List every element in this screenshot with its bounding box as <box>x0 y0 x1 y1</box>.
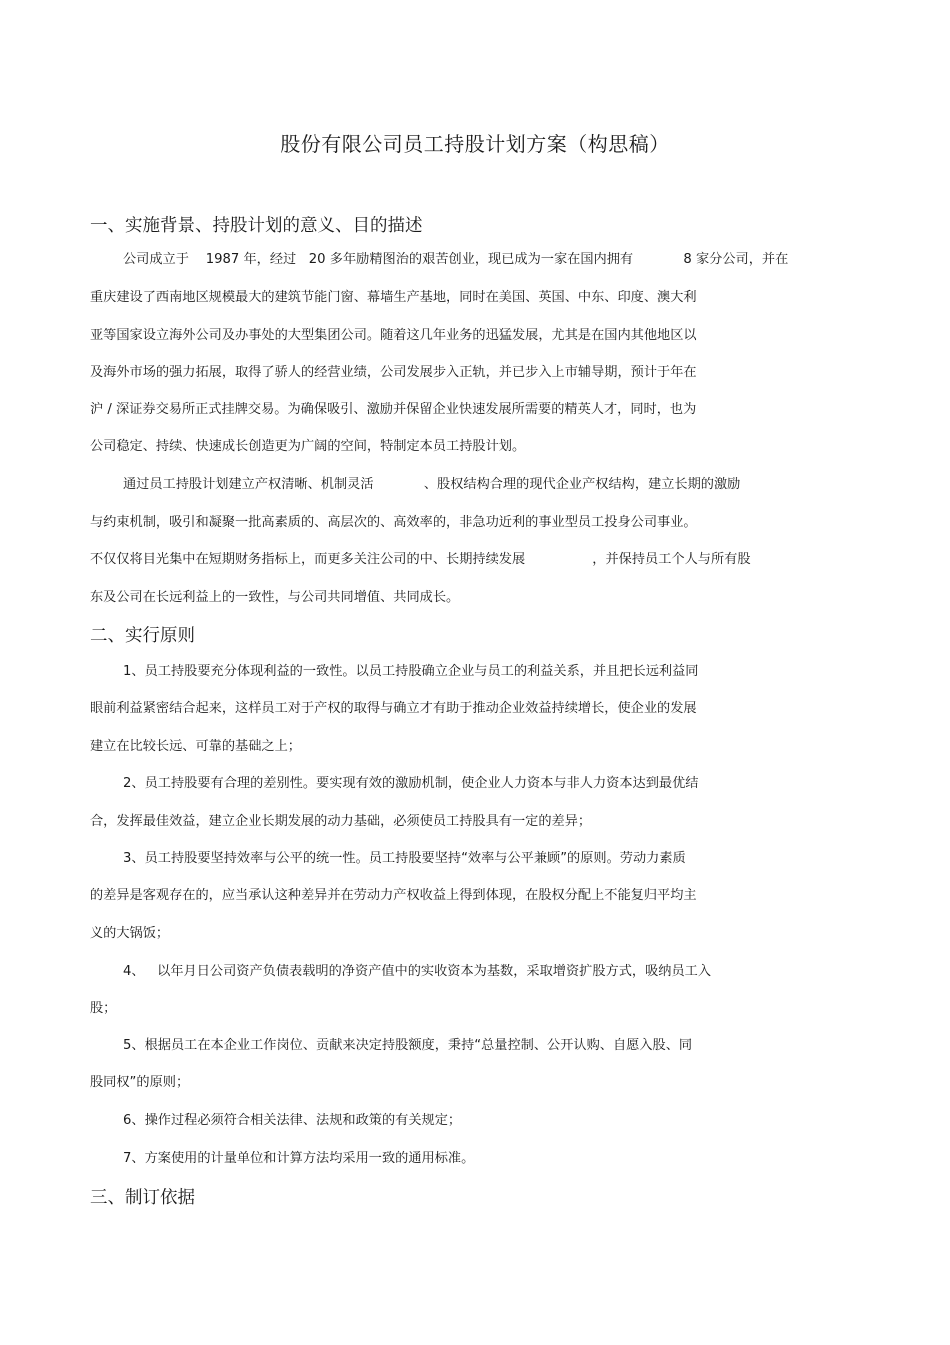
paragraph-line: 4、 以年月日公司资产负债表载明的净资产值中的实收资本为基数，采取增资扩股方式，吸纳员工入 <box>123 964 712 979</box>
paragraph-line: 1、员工持股要充分体现利益的一致性。以员工持股确立企业与员工的利益关系，并且把长远利益同 <box>123 664 699 679</box>
paragraph-line: 2、员工持股要有合理的差别性。要实现有效的激励机制，使企业人力资本与非人力资本达到最优结 <box>123 776 699 791</box>
paragraph-line: 通过员工持股计划建立产权清晰、机制灵活 、股权结构合理的现代企业产权结构，建立长期的激励 <box>123 477 741 492</box>
paragraph-line: 亚等国家设立海外公司及办事处的大型集团公司。随着这几年业务的迅猛发展，尤其是在国内其他地区以 <box>90 328 697 343</box>
paragraph-line: 公司成立于 1987 年，经过 20 多年励精图治的艰苦创业，现已成为一家在国内拥有 8 家分公司，并在 <box>123 252 789 267</box>
paragraph-line: 股同权”的原则； <box>90 1075 190 1090</box>
paragraph-line: 股； <box>90 1001 117 1016</box>
paragraph-line: 3、员工持股要坚持效率与公平的统一性。员工持股要坚持“效率与公平兼顾”的原则。劳动力素质 <box>123 851 686 866</box>
paragraph-line: 建立在比较长远、可靠的基础之上； <box>90 739 301 754</box>
paragraph-line: 与约束机制，吸引和凝聚一批高素质的、高层次的、高效率的，非急功近利的事业型员工投身公司事业。 <box>90 515 697 530</box>
paragraph-line: 合，发挥最佳效益，建立企业长期发展的动力基础，必须使员工持股具有一定的差异； <box>90 814 592 829</box>
paragraph-line: 重庆建设了西南地区规模最大的建筑节能门窗、幕墙生产基地，同时在美国、英国、中东、印度、澳大利 <box>90 290 697 305</box>
section-heading-background: 一、实施背景、持股计划的意义、目的描述 <box>90 216 423 236</box>
paragraph-line: 5、根据员工在本企业工作岗位、贡献来决定持股额度，秉持“总量控制、公开认购、自愿入股、同 <box>123 1038 693 1053</box>
paragraph-line: 东及公司在长远利益上的一致性，与公司共同增值、共同成长。 <box>90 590 460 605</box>
paragraph-line: 眼前利益紧密结合起来，这样员工对于产权的取得与确立才有助于推动企业效益持续增长，使企业的发展 <box>90 701 697 716</box>
paragraph-line: 的差异是客观存在的，应当承认这种差异并在劳动力产权收益上得到体现，在股权分配上不能复归平均主 <box>90 888 697 903</box>
document-title: 股份有限公司员工持股计划方案（构思稿） <box>280 132 670 156</box>
section-heading-principles: 二、实行原则 <box>90 626 195 646</box>
paragraph-line: 7、方案使用的计量单位和计算方法均采用一致的通用标准。 <box>123 1151 475 1166</box>
section-heading-basis: 三、制订依据 <box>90 1188 195 1208</box>
paragraph-line: 不仅仅将目光集中在短期财务指标上，而更多关注公司的中、长期持续发展 ，并保持员工个人与所有股 <box>90 552 751 567</box>
paragraph-line: 义的大锅饭； <box>90 926 170 941</box>
paragraph-line: 6、操作过程必须符合相关法律、法规和政策的有关规定； <box>123 1113 462 1128</box>
paragraph-line: 公司稳定、持续、快速成长创造更为广阔的空间，特制定本员工持股计划。 <box>90 439 526 454</box>
paragraph-line: 沪 / 深证券交易所正式挂牌交易。为确保吸引、激励并保留企业快速发展所需要的精英人才，同时，也为 <box>90 402 697 417</box>
paragraph-line: 及海外市场的强力拓展，取得了骄人的经营业绩，公司发展步入正轨，并已步入上市辅导期，预计于年在 <box>90 365 697 380</box>
